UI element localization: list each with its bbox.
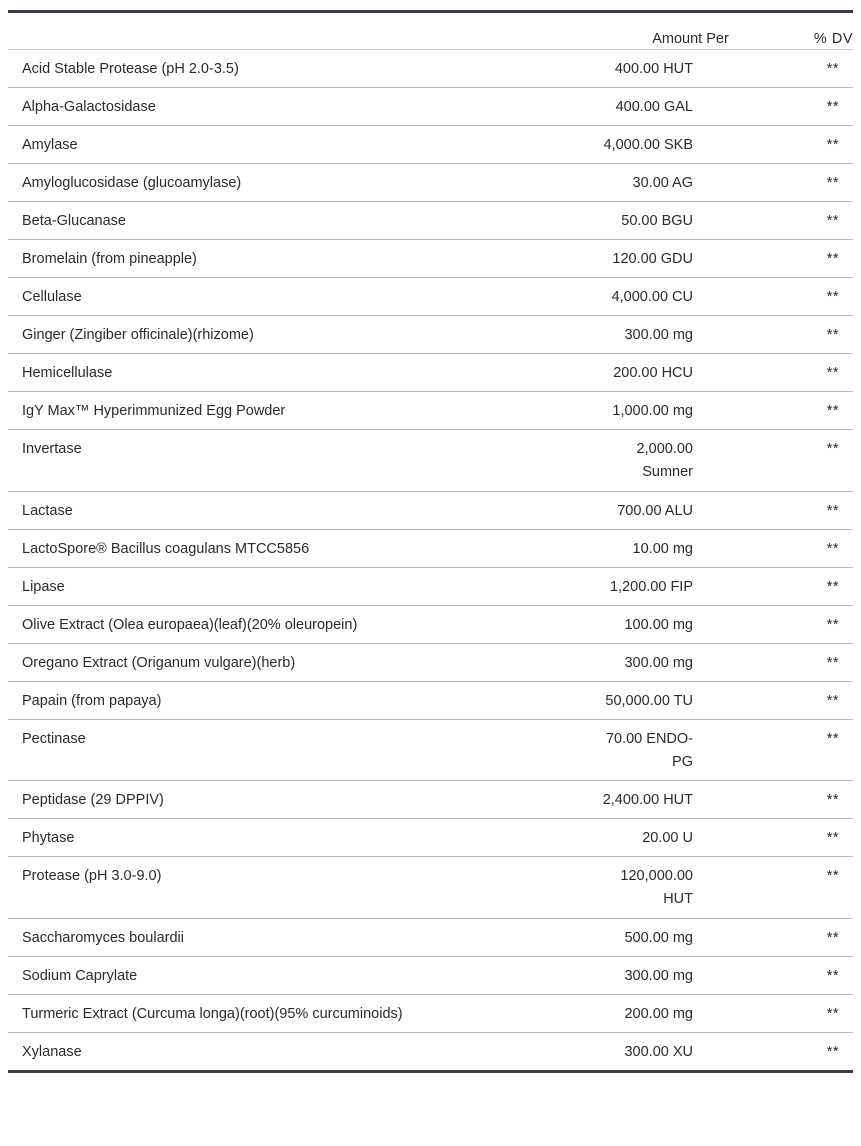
ingredient-amount: 20.00 U	[642, 830, 693, 846]
ingredient-amount	[553, 427, 693, 491]
ingredient-name: Lipase	[22, 578, 65, 595]
amount-line: HUT	[663, 891, 693, 907]
ingredient-amount: 200.00 HCU	[613, 365, 693, 381]
amount-line: PG	[672, 753, 693, 770]
header-amount-per: Amount Per	[652, 31, 729, 47]
table-row	[8, 819, 853, 857]
ingredient-amount: 700.00 ALU	[617, 502, 693, 519]
ingredient-dv: **	[826, 403, 839, 419]
table-row	[8, 430, 853, 492]
ingredient-name: Ginger (Zingiber officinale)(rhizome)	[22, 327, 254, 343]
table-row	[8, 919, 853, 957]
table-row	[8, 164, 853, 202]
ingredient-dv: **	[826, 929, 839, 946]
ingredient-name: Pectinase	[22, 730, 86, 747]
ingredient-amount: 400.00 GAL	[615, 99, 693, 115]
ingredient-name: Protease (pH 3.0-9.0)	[22, 868, 162, 884]
table-row	[8, 644, 853, 682]
ingredient-name: Amylase	[22, 137, 78, 153]
ingredient-dv: **	[826, 99, 839, 115]
ingredient-amount: 4,000.00 CU	[611, 289, 693, 305]
table-row	[8, 957, 853, 995]
ingredient-amount: 100.00 mg	[624, 616, 693, 633]
ingredient-dv: **	[826, 578, 839, 595]
ingredient-amount: 500.00 mg	[624, 929, 693, 946]
ingredient-name: Phytase	[22, 830, 75, 846]
ingredient-name: Alpha-Galactosidase	[22, 99, 156, 115]
ingredient-dv: **	[826, 730, 839, 747]
table-row	[8, 278, 853, 316]
ingredient-dv: **	[826, 137, 839, 153]
amount-line: Sumner	[642, 464, 693, 480]
ingredient-name: Cellulase	[22, 289, 82, 305]
table-row	[8, 857, 853, 919]
table-row	[8, 720, 853, 782]
table-row	[8, 568, 853, 606]
ingredient-name: Hemicellulase	[22, 365, 113, 381]
ingredient-name: Saccharomyces boulardii	[22, 929, 184, 946]
ingredient-dv: **	[826, 616, 839, 633]
ingredient-dv: **	[826, 327, 839, 343]
ingredient-name: Amyloglucosidase (glucoamylase)	[22, 175, 242, 191]
amount-line: 2,000.00	[636, 441, 693, 457]
table-row	[8, 354, 853, 392]
table-row	[8, 530, 853, 568]
amount-line: 70.00 ENDO-	[605, 730, 693, 747]
ingredient-amount: 300.00 mg	[624, 654, 693, 671]
ingredient-amount	[553, 717, 693, 781]
ingredient-dv: **	[826, 540, 839, 557]
ingredient-name: Xylanase	[22, 1043, 82, 1060]
ingredient-dv: **	[826, 1043, 839, 1060]
ingredient-dv: **	[826, 967, 839, 984]
table-bottom-rule	[8, 1070, 853, 1073]
table-row	[8, 50, 853, 88]
ingredient-amount: 400.00 HUT	[614, 61, 693, 77]
ingredient-amount: 1,200.00 FIP	[609, 578, 693, 595]
table-row	[8, 316, 853, 354]
ingredient-name: Sodium Caprylate	[22, 967, 138, 984]
ingredient-name: Acid Stable Protease (pH 2.0-3.5)	[22, 61, 239, 77]
table-row	[8, 606, 853, 644]
ingredient-amount: 300.00 mg	[624, 327, 693, 343]
ingredient-name: Lactase	[22, 502, 73, 519]
ingredient-dv: **	[826, 213, 839, 229]
ingredient-amount: 10.00 mg	[632, 540, 693, 557]
table-row	[8, 240, 853, 278]
ingredient-dv: **	[826, 868, 839, 884]
amount-line: 120,000.00	[620, 868, 693, 884]
ingredient-amount: 30.00 AG	[632, 175, 693, 191]
ingredient-dv: **	[826, 365, 839, 381]
table-row	[8, 88, 853, 126]
table-row	[8, 995, 853, 1033]
ingredient-name: Oregano Extract (Origanum vulgare)(herb)	[22, 654, 296, 671]
ingredient-dv: **	[826, 289, 839, 305]
ingredient-amount: 120.00 GDU	[612, 251, 693, 267]
ingredient-dv: **	[826, 175, 839, 191]
ingredient-name: Papain (from papaya)	[22, 692, 162, 709]
ingredient-name: IgY Max™ Hyperimmunized Egg Powder	[22, 403, 286, 419]
ingredient-dv: **	[826, 251, 839, 267]
ingredient-name: LactoSpore® Bacillus coagulans MTCC5856	[22, 540, 310, 557]
ingredient-amount: 300.00 XU	[624, 1043, 693, 1060]
ingredient-dv: **	[826, 441, 839, 457]
ingredient-amount: 200.00 mg	[624, 1005, 693, 1022]
supplement-facts-table	[8, 10, 853, 1073]
ingredient-dv: **	[826, 654, 839, 671]
table-row	[8, 492, 853, 530]
table-row	[8, 682, 853, 720]
ingredient-amount: 50.00 BGU	[621, 213, 693, 229]
table-header	[8, 13, 853, 50]
ingredient-name: Olive Extract (Olea europaea)(leaf)(20% oleuropein)	[22, 616, 358, 633]
ingredient-dv: **	[826, 792, 839, 808]
ingredient-amount: 2,400.00 HUT	[602, 792, 693, 808]
ingredient-amount: 50,000.00 TU	[605, 692, 693, 709]
ingredient-name: Peptidase (29 DPPIV)	[22, 792, 164, 808]
ingredient-amount: 4,000.00 SKB	[603, 137, 693, 153]
ingredient-name: Invertase	[22, 441, 82, 457]
ingredient-dv: **	[826, 61, 839, 77]
header-percent-dv: % DV	[813, 31, 853, 47]
ingredient-amount: 300.00 mg	[624, 967, 693, 984]
table-row	[8, 392, 853, 430]
ingredient-name: Beta-Glucanase	[22, 213, 126, 229]
ingredient-dv: **	[826, 1005, 839, 1022]
ingredient-name: Turmeric Extract (Curcuma longa)(root)(95% curcuminoids)	[22, 1005, 403, 1022]
table-row	[8, 202, 853, 240]
table-row	[8, 781, 853, 819]
table-row	[8, 1033, 853, 1071]
ingredient-amount	[553, 854, 693, 918]
ingredient-name: Bromelain (from pineapple)	[22, 251, 197, 267]
ingredient-dv: **	[826, 692, 839, 709]
ingredient-dv: **	[826, 502, 839, 519]
ingredient-amount: 1,000.00 mg	[612, 403, 693, 419]
header-ingredient	[8, 48, 553, 49]
table-row	[8, 126, 853, 164]
ingredient-dv: **	[826, 830, 839, 846]
